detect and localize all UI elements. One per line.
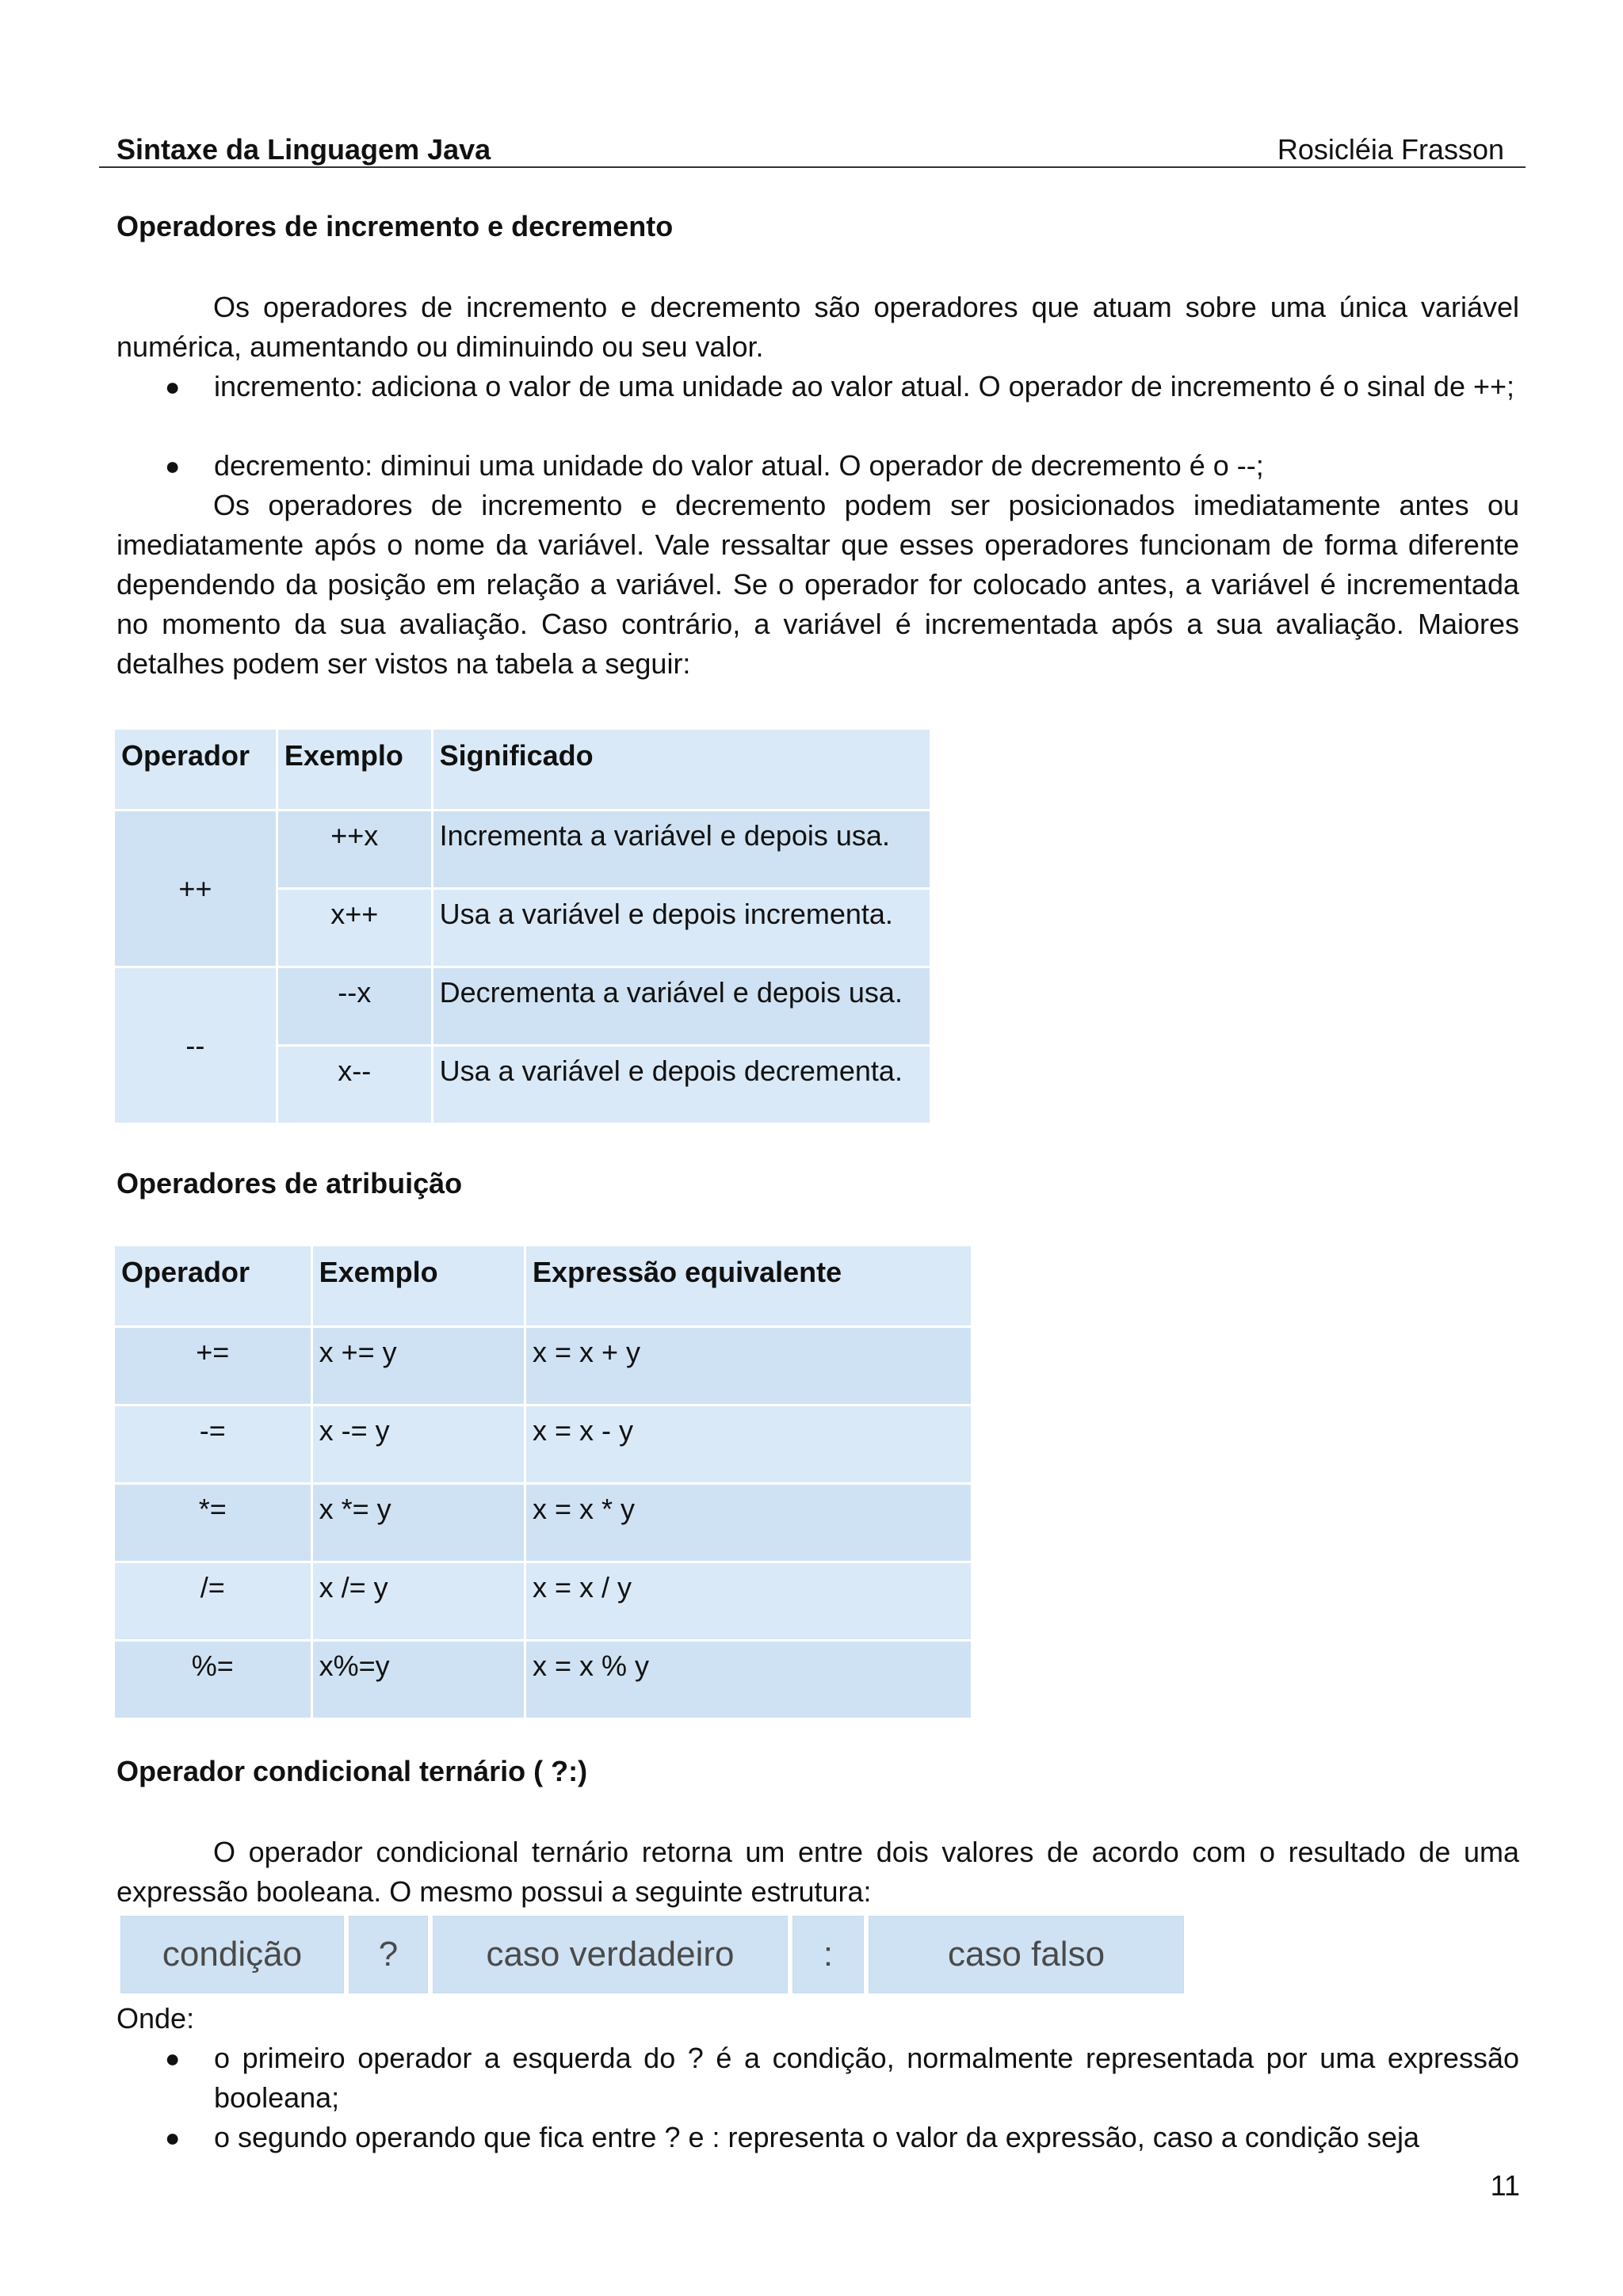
table-header: Exemplo [277, 729, 432, 810]
meaning-cell: Decrementa a variável e depois usa. [432, 967, 930, 1046]
example-cell: x%=y [311, 1641, 525, 1719]
operator-cell: *= [114, 1484, 312, 1562]
table-row [114, 967, 931, 1046]
bullet-icon: ● [165, 452, 181, 480]
table-row [114, 1484, 972, 1562]
example-cell: --x [277, 967, 432, 1046]
example-cell: ++x [277, 810, 432, 889]
operator-cell: %= [114, 1641, 312, 1719]
section-title-increment: Operadores de incremento e decremento [116, 210, 674, 242]
operator-cell: ++ [114, 810, 277, 967]
paragraph-text: Os operadores de incremento e decremento são operadores que atuam sobre uma única variável numérica, aumentando ou diminuindo ou seu valor. [116, 291, 1519, 363]
table-row [114, 1405, 972, 1484]
operator-cell: += [114, 1327, 312, 1405]
example-cell: x *= y [311, 1484, 525, 1562]
bullet-increment: incremento: adiciona o valor de uma unidade ao valor atual. O operador de incremento é o sinal de ++; [214, 370, 1515, 402]
bullet-icon: ● [165, 2044, 181, 2073]
operator-cell: -= [114, 1405, 312, 1484]
table-row [114, 1562, 972, 1641]
paragraph-ternary-intro [116, 1833, 1519, 1912]
bullet-decrement: decremento: diminui uma unidade do valor atual. O operador de decremento é o --; [214, 449, 1264, 482]
table-row [114, 810, 931, 889]
example-cell: x-- [277, 1046, 432, 1124]
table-header: Significado [432, 729, 930, 810]
ternary-part-false: caso falso [869, 1916, 1184, 1993]
equivalent-cell: x = x - y [525, 1405, 972, 1484]
operator-cell: -- [114, 967, 277, 1124]
assignment-table [113, 1244, 973, 1720]
example-cell: x /= y [311, 1562, 525, 1641]
operator-cell: /= [114, 1562, 312, 1641]
meaning-cell: Usa a variável e depois incrementa. [432, 889, 930, 967]
meaning-cell: Usa a variável e depois decrementa. [432, 1046, 930, 1124]
paragraph-text: Os operadores de incremento e decremento podem ser posicionados imediatamente antes ou imediatamente após o nome da variável. Vale ressaltar que esses operadores funcionam de forma diferente dependendo da posição em relação a variável. Se o operador for colocado antes, a variável é incrementada no momento da sua avaliação. Caso contrário, a variável é incrementada após a sua avaliação. Maiores detalhes podem ser vistos na tabela a seguir: [116, 489, 1519, 680]
table-row [114, 1327, 972, 1405]
header-rule [99, 166, 1526, 168]
onde-label: Onde: [116, 2002, 195, 2035]
ternary-part-colon: : [792, 1916, 864, 1993]
equivalent-cell: x = x / y [525, 1562, 972, 1641]
table-header: Expressão equivalente [525, 1245, 972, 1327]
paragraph-text: O operador condicional ternário retorna um entre dois valores de acordo com o resultado de uma expressão booleana. O mesmo possui a seguinte estrutura: [116, 1836, 1519, 1908]
header-title: Sintaxe da Linguagem Java [116, 133, 491, 166]
equivalent-cell: x = x * y [525, 1484, 972, 1562]
table-header: Exemplo [311, 1245, 525, 1327]
meaning-cell: Incrementa a variável e depois usa. [432, 810, 930, 889]
bullet-icon: ● [165, 2123, 181, 2152]
equivalent-cell: x = x % y [525, 1641, 972, 1719]
bullet-first-operand: o primeiro operador a esquerda do ? é a condição, normalmente representada por uma expressão booleana; [214, 2042, 1519, 2114]
example-cell: x -= y [311, 1405, 525, 1484]
table-row [114, 1641, 972, 1719]
paragraph-increment-intro [116, 288, 1519, 367]
header-author: Rosicléia Frasson [1277, 133, 1504, 166]
table-header: Operador [114, 729, 277, 810]
page-number: 11 [1490, 2169, 1520, 2202]
ternary-part-true: caso verdadeiro [433, 1916, 788, 1993]
bullet-icon: ● [165, 372, 181, 401]
table-header: Operador [114, 1245, 312, 1327]
paragraph-position [116, 486, 1519, 684]
example-cell: x++ [277, 889, 432, 967]
section-title-assignment: Operadores de atribuição [116, 1167, 463, 1199]
ternary-part-condition: condição [120, 1916, 344, 1993]
section-title-ternary: Operador condicional ternário ( ?:) [116, 1755, 588, 1787]
bullet-second-operand: o segundo operando que fica entre ? e : representa o valor da expressão, caso a condição seja [214, 2121, 1420, 2153]
ternary-part-question: ? [349, 1916, 428, 1993]
increment-table [113, 727, 932, 1125]
example-cell: x += y [311, 1327, 525, 1405]
equivalent-cell: x = x + y [525, 1327, 972, 1405]
